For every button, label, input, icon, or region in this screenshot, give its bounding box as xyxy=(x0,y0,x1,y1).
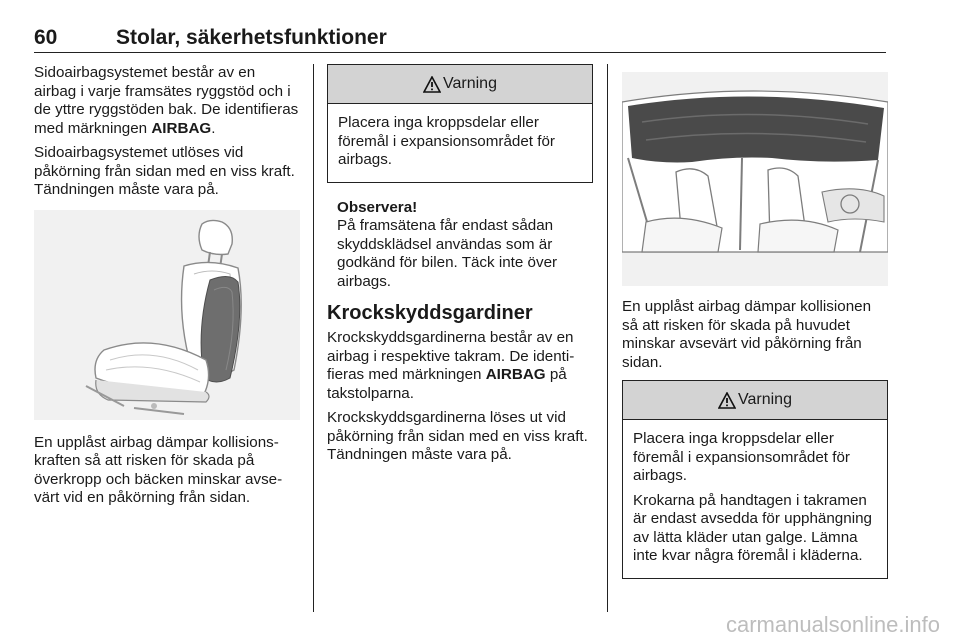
warning-title-2: Varning xyxy=(738,391,792,408)
warning-title: Varning xyxy=(443,75,497,92)
watermark: carmanualsonline.info xyxy=(725,612,940,637)
page-header xyxy=(34,26,886,53)
warning-text: Placera inga kroppsdelar eller föremål i expansionsområdet för airbags. xyxy=(338,114,555,168)
curtain-deploy: Krockskyddsgardinerna löses ut vid påkörning från sidan med en viss kraft. Tändningen måste vara på. xyxy=(327,409,588,463)
column-divider-2 xyxy=(607,64,608,612)
section-heading: Krockskyddsgardiner xyxy=(327,302,533,324)
warning-triangle-icon xyxy=(423,76,441,93)
warning-text-2b: Krokarna på handtagen i takramen är endast avsedda för upphängning av lätta kläder utan galge. Lämna inte kvar några föremål i kläderna. xyxy=(633,491,872,564)
column-3 xyxy=(622,64,888,595)
column-divider-1 xyxy=(313,64,314,612)
column-2 xyxy=(327,64,593,471)
seat-airbag-illustration xyxy=(34,210,300,420)
warning-header-2 xyxy=(623,381,887,420)
warning-box-2 xyxy=(622,380,888,579)
page-title: Stolar, säkerhetsfunktioner xyxy=(116,26,387,49)
column-1 xyxy=(34,64,300,514)
page-number: 60 xyxy=(34,26,58,49)
warning-text-2a: Placera inga kroppsdelar eller föremål i expansionsområdet för airbags. xyxy=(633,430,850,484)
warning-box xyxy=(327,64,593,183)
note-title: Observera! xyxy=(337,198,418,216)
seat-figure-caption: En upplåst airbag dämpar kollisionskraften så att risken för skada på överkropp och bäcken minskar avsevärt vid en påkörning från sidan. xyxy=(34,433,283,506)
side-airbag-deploy: Sidoairbagsystemet utlöses vid påkörning från sidan med en viss kraft. Tändningen måste vara på. xyxy=(34,144,295,198)
curtain-figure-caption: En upplåst airbag dämpar kollisionen så att risken för skada på huvudet minskar avsevärt vid påkörning från sidan. xyxy=(622,298,872,371)
note-text: På framsätena får endast sådan skyddsklädsel användas som är godkänd för bilen. Täck inte över airbags. xyxy=(337,217,558,290)
curtain-intro: Krockskyddsgardinerna består av en airbag i respektive takram. De identifieras med märkningen AIRBAG på takstolparna. xyxy=(327,329,575,402)
curtain-airbag-illustration xyxy=(622,72,888,286)
warning-header xyxy=(328,65,592,104)
warning-triangle-icon xyxy=(718,392,736,409)
side-airbag-intro: Sidoairbagsystemet består av en airbag i varje framsätes ryggstöd och i de yttre ryggstöden bak. De identifieras med märkningen AIRBAG. xyxy=(34,64,299,137)
